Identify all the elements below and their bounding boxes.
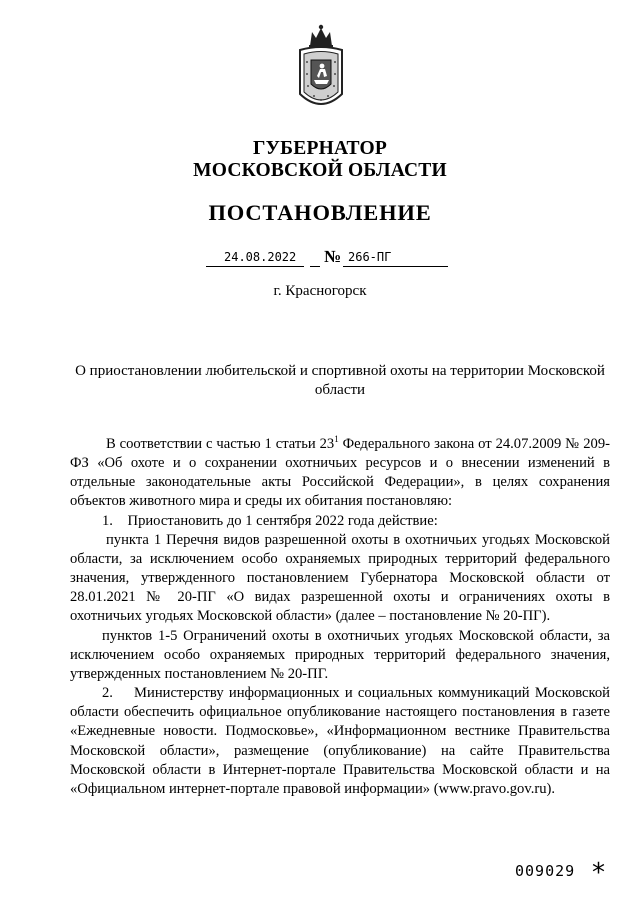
authority-line-1: ГУБЕРНАТОР — [253, 138, 387, 159]
date-number-line — [200, 247, 460, 272]
preamble-text-start: В соответствии с частью 1 статьи 23 — [106, 436, 335, 452]
paragraph-subitem-a: пункта 1 Перечня видов разрешенной охоты в охотничьих угодьях Московской области, за исключением особо охраняемых природных территорий федерального значения, утвержденного постановлением Губернатора Московской области от 28.01.2021 № 20-ПГ «О видах разрешенной охоты и ограничениях охоты в охотничьих угодьях Московской области» (далее – постановление № 20-ПГ). — [70, 531, 610, 625]
coat-of-arms-icon — [296, 22, 346, 117]
asterisk-mark: * — [592, 858, 605, 888]
form-serial-number: 009029 — [515, 862, 576, 880]
paragraph-preamble — [70, 435, 610, 512]
authority-line-2: МОСКОВСКОЙ ОБЛАСТИ — [193, 160, 447, 181]
number-sign: № — [324, 247, 342, 266]
document-type-title: ПОСТАНОВЛЕНИЕ — [208, 200, 432, 225]
separator-underline — [310, 266, 320, 267]
document-number: 266-ПГ — [348, 250, 392, 264]
number-underline — [343, 266, 448, 267]
paragraph-item-2: 2. Министерству информационных и социальных коммуникаций Московской области обеспечить официальное опубликование настоящего постановления в газете «Ежедневные новости. Подмосковье», «Информационном вестнике Правительства Московской области», размещение (опубликование) на сайте Правительства Московской области в Интернет-портале Правительства Московской области и на «Официальном интернет-портале правовой информации» (www.pravo.gov.ru). — [70, 685, 610, 797]
document-subject: О приостановлении любительской и спортивной охоты на территории Московской области — [75, 363, 605, 398]
preamble-text-end: Федерального закона от 24.07.2009 № 209-ФЗ «Об охоте и о сохранении охотничьих ресурсов и о внесении изменений в отдельные законодательные акты Российской Федерации», в целях сохранения объектов животного мира и среды их обитания постановляю: — [70, 436, 610, 510]
document-date: 24.08.2022 — [224, 250, 297, 264]
paragraph-item-1: 1. Приостановить до 1 сентября 2022 года действие: — [102, 512, 438, 529]
document-body — [70, 435, 610, 799]
city-of-issue: г. Красногорск — [273, 283, 367, 299]
issuing-authority — [0, 138, 640, 182]
article-superscript: 1 — [334, 434, 339, 445]
date-underline — [206, 266, 304, 267]
paragraph-subitem-b: пунктов 1-5 Ограничений охоты в охотничьих угодьях Московской области, за исключением особо охраняемых природных территорий федерального значения, утвержденных постановлением № 20-ПГ. — [70, 627, 610, 682]
